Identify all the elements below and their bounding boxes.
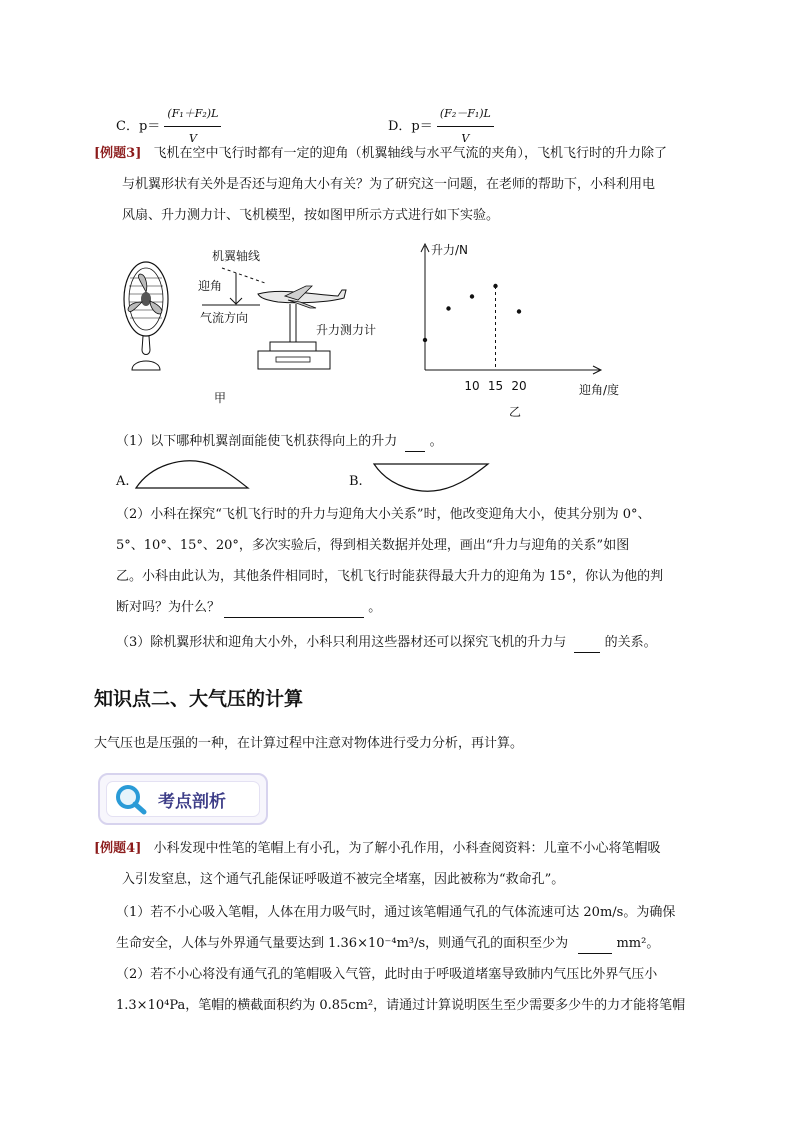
ex3-q1-end: 。: [429, 434, 443, 449]
data-points: [423, 284, 521, 342]
option-c-denominator: V: [188, 132, 197, 145]
airplane-icon: [258, 286, 346, 308]
wing-axis-label: 机翼轴线: [212, 249, 261, 263]
example3-tag: [例题3]: [94, 146, 142, 161]
airfoil-a-icon: [132, 456, 252, 492]
option-d-fraction: [437, 104, 494, 149]
lift-meter-label: 升力测力计: [316, 323, 377, 337]
y-axis-label: 升力/N: [431, 243, 469, 257]
figure-a-caption: 甲: [214, 391, 227, 405]
section2-title: 知识点二、大气压的计算: [94, 688, 304, 710]
airflow-label: 气流方向: [200, 311, 249, 325]
ex4-q1-line2: [116, 934, 659, 954]
option-b-label: B.: [349, 474, 363, 489]
option-c-label: C．p＝: [116, 119, 161, 134]
example4-text1: 小科发现中性笔的笔帽上有小孔，为了解小孔作用，小科查阅资料：儿童不小心将笔帽吸: [153, 841, 661, 856]
ex4-q1-unit: mm²。: [616, 936, 660, 951]
ex3-q2-line2: 5°、10°、15°、20°，多次实验后，得到相关数据并处理，画出“升力与迎角的关系”如图: [116, 538, 630, 553]
ex3-q2-line3: 乙。小科由此认为，其他条件相同时，飞机飞行时能获得最大升力的迎角为 15°，你认为他的判: [116, 569, 664, 584]
ex3-question1: [116, 432, 443, 452]
option-d: [388, 104, 494, 149]
example3-line2: 与机翼形状有关外是否还与迎角大小有关？为了研究这一问题，在老师的帮助下，小科利用电: [122, 177, 656, 192]
ex3-q1-text: （1）以下哪种机翼剖面能使飞机获得向上的升力: [116, 434, 398, 449]
ex3-q2-blank[interactable]: [224, 617, 364, 618]
ex3-q3-blank[interactable]: [574, 652, 600, 653]
badge-label: 考点剖析: [158, 792, 226, 812]
fan-icon: [124, 262, 168, 370]
ex3-q2-end: 。: [368, 600, 382, 615]
wing-axis-dashed-line: [222, 268, 265, 283]
example3-text1: 飞机在空中飞行时都有一定的迎角（机翼轴线与水平气流的夹角），飞机飞行时的升力除了: [153, 146, 668, 161]
x-tick-label: 15: [487, 379, 504, 393]
x-tick-label: 20: [511, 379, 527, 393]
airfoil-b-icon: [370, 460, 492, 496]
example4-line1: [94, 839, 661, 859]
data-point: [493, 284, 497, 288]
example3-line3: 风扇、升力测力计、飞机模型，按如图甲所示方式进行如下实验。: [122, 208, 500, 223]
option-d-numerator: (F₂－F₁)L: [437, 104, 494, 127]
ex4-q2-line1: （2）若不小心将没有通气孔的笔帽吸入气管，此时由于呼吸道堵塞导致肺内气压比外界气压小: [116, 967, 658, 982]
option-d-label: D．p＝: [388, 119, 433, 134]
ex3-q2-line4: [116, 598, 381, 618]
x-axis-label: 迎角/度: [579, 383, 620, 397]
x-tick-label: 10: [464, 379, 480, 393]
section2-intro: 大气压也是压强的一种，在计算过程中注意对物体进行受力分析，再计算。: [94, 736, 524, 751]
ex4-q1-line1: （1）若不小心吸入笔帽，人体在用力吸气时，通过该笔帽通气孔的气体流速可达 20m/s。为确保: [116, 905, 676, 920]
option-c-fraction: [164, 104, 221, 149]
ex4-q1-blank[interactable]: [578, 953, 612, 954]
figure-b-caption: 乙: [509, 405, 522, 419]
option-c-numerator: (F₁＋F₂)L: [164, 104, 221, 127]
x-tick-labels: [464, 379, 526, 393]
figure-b-chart: [405, 236, 645, 420]
data-point: [517, 309, 521, 313]
data-point: [470, 294, 474, 298]
ex3-q2-line1: （2）小科在探究“飞机飞行时的升力与迎角大小关系”时，他改变迎角大小，使其分别为 0°、: [116, 507, 651, 522]
ex4-q1-text2: 生命安全，人体与外界通气量要达到 1.36×10⁻⁴m³/s，则通气孔的面积至少为: [116, 936, 569, 951]
magnifier-icon: [114, 783, 148, 815]
figure-a-apparatus: [110, 238, 400, 408]
ex3-q3-text: （3）除机翼形状和迎角大小外，小科只利用这些器材还可以探究飞机的升力与: [116, 635, 567, 650]
option-c: [116, 104, 221, 149]
option-a-label: A.: [116, 474, 130, 489]
angle-label: 迎角: [198, 279, 223, 293]
ex3-question3: [116, 633, 657, 653]
example4-line2: 入引发窒息，这个通气孔能保证呼吸道不被完全堵塞，因此被称为“救命孔”。: [122, 872, 565, 887]
ex3-q2-text4: 断对吗？为什么？: [116, 600, 221, 615]
option-d-denominator: V: [461, 132, 470, 145]
ex3-q3-end: 的关系。: [604, 635, 657, 650]
example4-tag: [例题4]: [94, 841, 142, 856]
data-point: [423, 338, 427, 342]
example3-line1: [94, 144, 667, 164]
exam-point-badge: [98, 773, 268, 825]
data-point: [446, 306, 450, 310]
ex4-q2-line2: 1.3×10⁴Pa，笔帽的横截面积约为 0.85cm²，请通过计算说明医生至少需要多少牛的力才能将笔帽: [116, 998, 686, 1013]
ex3-q1-blank[interactable]: [405, 451, 425, 452]
